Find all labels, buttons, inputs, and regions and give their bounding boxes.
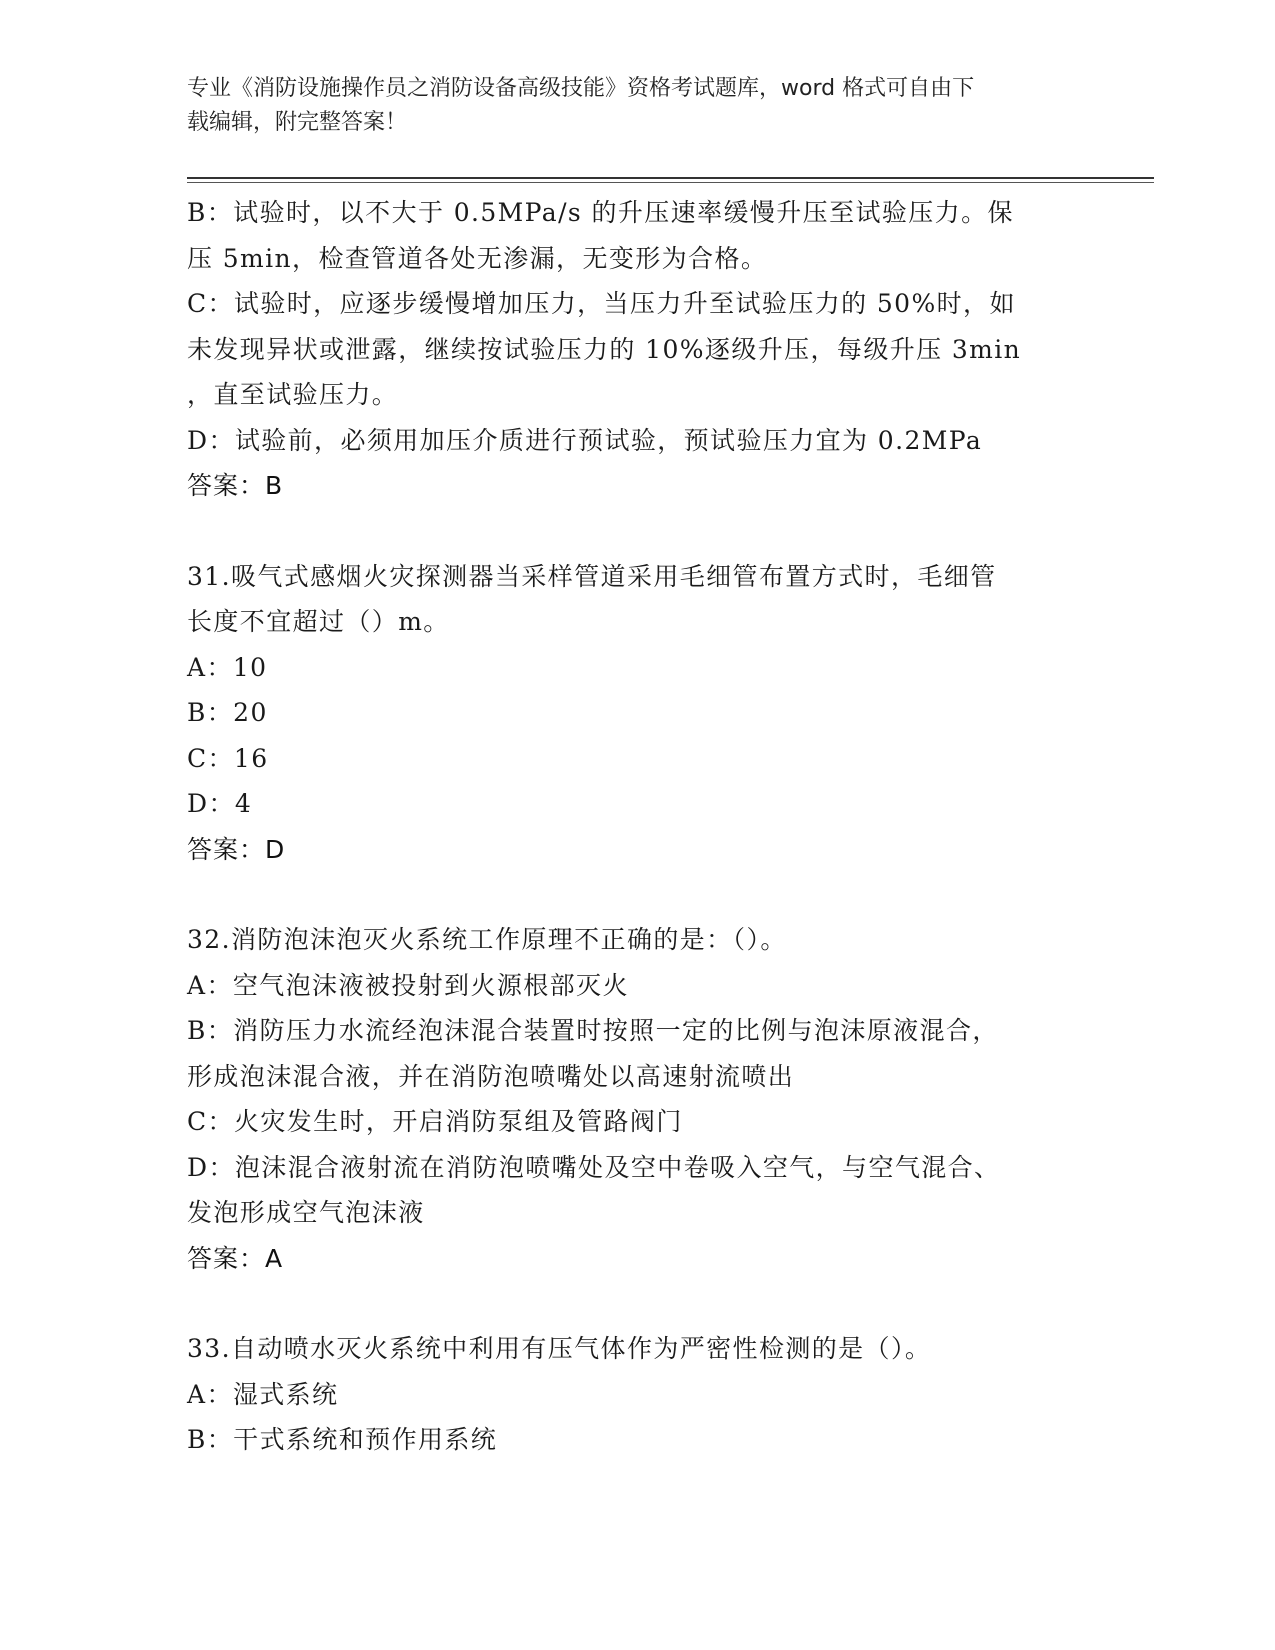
header-line-1: 专业《消防设施操作员之消防设备高级技能》资格考试题库，word 格式可自由下 (187, 76, 975, 101)
option-b-line-1: B：消防压力水流经泡沫混合装置时按照一定的比例与泡沫原液混合， (187, 1016, 999, 1045)
question-31 (187, 554, 1087, 873)
document-body (187, 190, 1087, 1463)
option-c-line-2: 未发现异状或泄露，继续按试验压力的 10%逐级升压，每级升压 3min (187, 334, 1022, 364)
option-d: D：试验前，必须用加压介质进行预试验，预试验压力宜为 0.2MPa (187, 425, 983, 455)
option-d-line-1: D：泡沫混合液射流在消防泡喷嘴处及空中卷吸入空气，与空气混合、 (187, 1152, 1001, 1182)
option-a: A：10 (187, 652, 268, 682)
option-c: C：火灾发生时，开启消防泵组及管路阀门 (187, 1107, 683, 1136)
option-b-line-2: 形成泡沫混合液，并在消防泡喷嘴处以高速射流喷出 (187, 1061, 795, 1091)
option-b-line-1: B：试验时，以不大于 0.5MPa/s 的升压速率缓慢升压至试验压力。保 (187, 198, 1014, 227)
question-30-continued (187, 190, 1087, 509)
option-d-line-2: 发泡形成空气泡沫液 (187, 1198, 425, 1227)
option-c: C：16 (187, 743, 269, 773)
answer: 答案：B (187, 471, 284, 500)
option-d: D：4 (187, 789, 253, 818)
question-stem: 32.消防泡沫泡灭火系统工作原理不正确的是：（）。 (187, 925, 787, 954)
question-stem-line-1: 31.吸气式感烟火灾探测器当采样管道采用毛细管布置方式时，毛细管 (187, 561, 997, 591)
question-spacer (187, 1281, 1087, 1326)
option-c-line-1: C：试验时，应逐步缓慢增加压力，当压力升至试验压力的 50%时，如 (187, 289, 1016, 318)
answer: 答案：D (187, 834, 286, 864)
header-divider-thick (187, 177, 1154, 179)
option-c-line-3: ，直至试验压力。 (187, 380, 399, 409)
question-33 (187, 1326, 1087, 1463)
question-spacer (187, 872, 1087, 917)
option-b: B：干式系统和预作用系统 (187, 1425, 498, 1454)
option-b: B：20 (187, 698, 268, 727)
question-stem: 33.自动喷水灭火系统中利用有压气体作为严密性检测的是（）。 (187, 1334, 932, 1363)
question-stem-line-2: 长度不宜超过（）m。 (187, 607, 450, 636)
option-a: A：湿式系统 (187, 1379, 339, 1409)
document-header (187, 72, 1067, 140)
question-spacer (187, 509, 1087, 554)
header-divider-thin (187, 182, 1154, 183)
header-line-2: 载编辑，附完整答案！ (187, 110, 408, 135)
question-32 (187, 917, 1087, 1281)
option-b-line-2: 压 5min，检查管道各处无渗漏，无变形为合格。 (187, 243, 768, 273)
option-a: A：空气泡沫液被投射到火源根部灭火 (187, 970, 629, 1000)
answer: 答案：A (187, 1243, 284, 1273)
